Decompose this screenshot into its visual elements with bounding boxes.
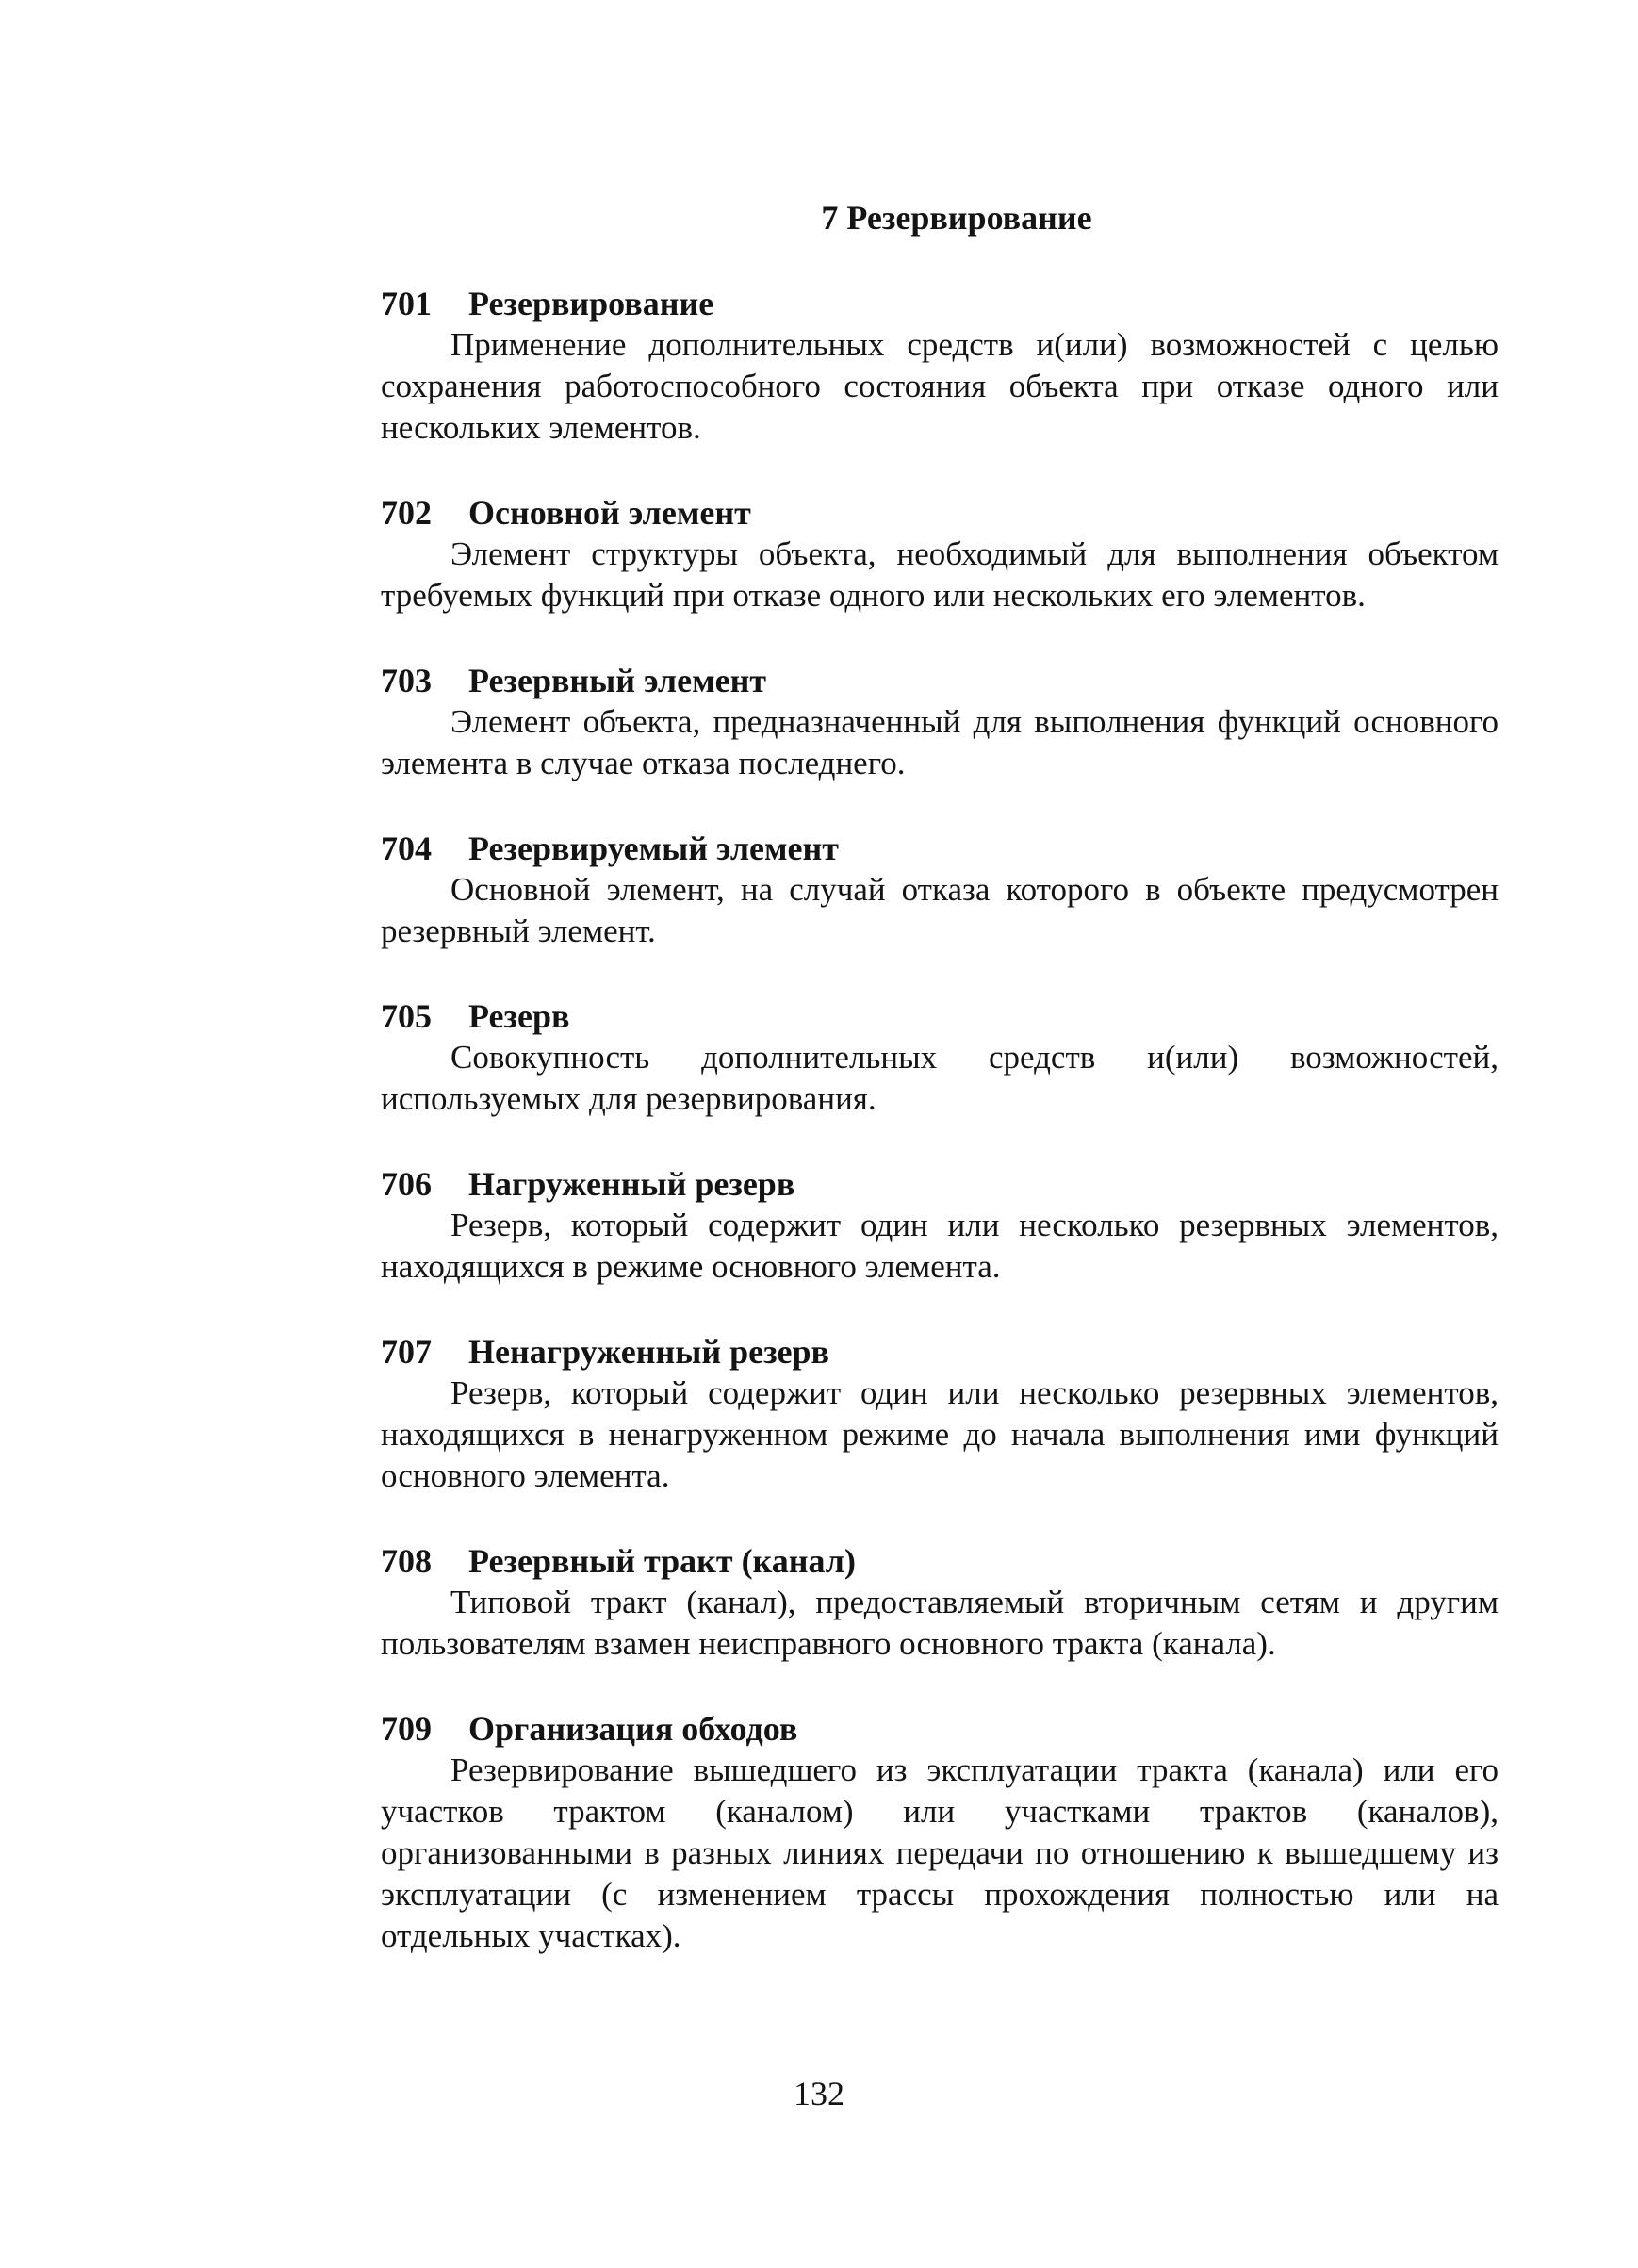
term-heading [381, 1540, 1499, 1582]
term-definition: Элемент объекта, предназначенный для выполнения функций основного элемента в случае отказа последнего. [381, 703, 1499, 781]
term-definition: Резервирование вышедшего из эксплуатации тракта (канала) или его участков трактом (каналом) или участками трактов (каналов), организованными в разных линиях передачи по отношению к вышедшему из эксплуатации (с изменением трассы прохождения полностью или на отдельных участках). [381, 1751, 1499, 1954]
term-heading [381, 492, 1499, 534]
term-heading [381, 660, 1499, 701]
term-definition: Резерв, который содержит один или несколько резервных элементов, находящихся в ненагруженном режиме до начала выполнения ими функций основного элемента. [381, 1374, 1499, 1494]
term-title: Резервирование [468, 285, 714, 322]
term-703 [381, 660, 1499, 784]
chapter-title: 7 Резервирование [821, 199, 1092, 237]
term-heading [381, 828, 1499, 869]
term-704 [381, 828, 1499, 952]
term-title: Ненагруженный резерв [468, 1333, 829, 1371]
term-definition: Элемент структуры объекта, необходимый для выполнения объектом требуемых функций при отказе одного или нескольких его элементов. [381, 535, 1499, 614]
page-number: 132 [794, 2075, 844, 2112]
term-707 [381, 1331, 1499, 1497]
term-number: 707 [381, 1333, 432, 1371]
term-number: 701 [381, 285, 432, 322]
term-title: Резервный элемент [468, 662, 767, 699]
term-number: 703 [381, 662, 432, 699]
term-definition: Типовой тракт (канал), предоставляемый вторичным сетям и другим пользователям взамен неисправного основного тракта (канала). [381, 1584, 1499, 1662]
term-definition: Основной элемент, на случай отказа которого в объекте предусмотрен резервный элемент. [381, 871, 1499, 949]
term-title: Основной элемент [468, 494, 751, 532]
term-heading [381, 283, 1499, 324]
term-702 [381, 492, 1499, 616]
term-706 [381, 1163, 1499, 1288]
term-title: Резервируемый элемент [468, 830, 839, 867]
term-title: Резервный тракт (канал) [468, 1542, 856, 1580]
term-heading [381, 995, 1499, 1037]
term-definition: Совокупность дополнительных средств и(или) возможностей, используемых для резервирования. [381, 1039, 1499, 1117]
term-number: 705 [381, 997, 432, 1035]
term-definition: Резерв, который содержит один или несколько резервных элементов, находящихся в режиме основного элемента. [381, 1207, 1499, 1285]
term-title: Нагруженный резерв [468, 1165, 795, 1203]
term-number: 708 [381, 1542, 432, 1580]
term-number: 709 [381, 1710, 432, 1748]
term-708 [381, 1540, 1499, 1665]
term-number: 702 [381, 494, 432, 532]
term-705 [381, 995, 1499, 1120]
page-content [381, 198, 1499, 2000]
term-number: 704 [381, 830, 432, 867]
term-definition: Применение дополнительных средств и(или) возможностей с целью сохранения работоспособного состояния объекта при отказе одного или нескольких элементов. [381, 326, 1499, 446]
term-number: 706 [381, 1165, 432, 1203]
term-heading [381, 1708, 1499, 1750]
term-title: Резерв [468, 997, 570, 1035]
term-701 [381, 283, 1499, 449]
term-title: Организация обходов [468, 1710, 798, 1748]
term-heading [381, 1331, 1499, 1372]
term-709 [381, 1708, 1499, 1957]
term-heading [381, 1163, 1499, 1205]
